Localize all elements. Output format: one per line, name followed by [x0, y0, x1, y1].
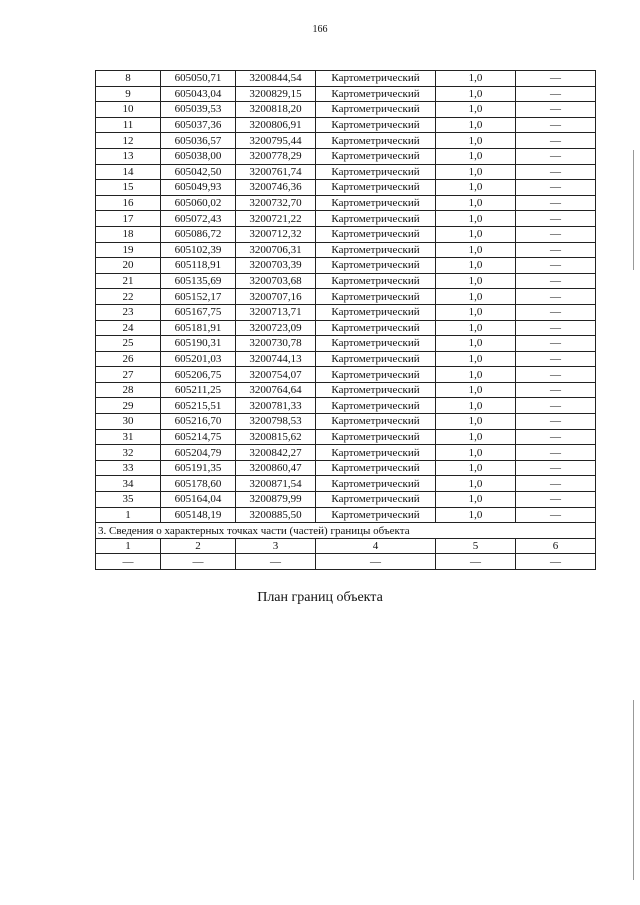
method-cell: Картометрический	[316, 164, 436, 180]
y-coordinate-cell: 3200879,99	[236, 492, 316, 508]
accuracy-cell: 1,0	[436, 460, 516, 476]
accuracy-cell: 1,0	[436, 273, 516, 289]
point-number-cell: 33	[96, 460, 161, 476]
accuracy-cell: 1,0	[436, 398, 516, 414]
y-coordinate-cell: 3200798,53	[236, 414, 316, 430]
method-cell: Картометрический	[316, 195, 436, 211]
point-number-cell: 21	[96, 273, 161, 289]
point-number-cell: 10	[96, 102, 161, 118]
x-coordinate-cell: 605215,51	[161, 398, 236, 414]
method-cell: Картометрический	[316, 336, 436, 352]
table-row	[96, 398, 596, 414]
section3-title: 3. Сведения о характерных точках части (частей) границы объекта	[96, 523, 596, 539]
table-row	[96, 258, 596, 274]
y-coordinate-cell: 3200764,64	[236, 382, 316, 398]
y-coordinate-cell: 3200815,62	[236, 429, 316, 445]
method-cell: Картометрический	[316, 226, 436, 242]
method-cell: Картометрический	[316, 242, 436, 258]
x-coordinate-cell: 605102,39	[161, 242, 236, 258]
y-coordinate-cell: 3200713,71	[236, 304, 316, 320]
accuracy-cell: 1,0	[436, 429, 516, 445]
table-row	[96, 382, 596, 398]
accuracy-cell: 1,0	[436, 164, 516, 180]
x-coordinate-cell: 605042,50	[161, 164, 236, 180]
table-row	[96, 476, 596, 492]
y-coordinate-cell: 3200703,68	[236, 273, 316, 289]
point-number-cell: 23	[96, 304, 161, 320]
accuracy-cell: 1,0	[436, 180, 516, 196]
accuracy-cell: 1,0	[436, 226, 516, 242]
point-number-cell: 34	[96, 476, 161, 492]
table-row	[96, 211, 596, 227]
accuracy-cell: 1,0	[436, 117, 516, 133]
y-coordinate-cell: 3200744,13	[236, 351, 316, 367]
y-coordinate-cell: 3200871,54	[236, 476, 316, 492]
y-coordinate-cell: 3200761,74	[236, 164, 316, 180]
x-coordinate-cell: 605201,03	[161, 351, 236, 367]
section3-col-2: 2	[161, 538, 236, 554]
point-number-cell: 16	[96, 195, 161, 211]
table-row	[96, 336, 596, 352]
description-cell: —	[516, 117, 596, 133]
table-row	[96, 164, 596, 180]
table-row	[96, 289, 596, 305]
method-cell: Картометрический	[316, 460, 436, 476]
table-row	[96, 429, 596, 445]
description-cell: —	[516, 398, 596, 414]
point-number-cell: 29	[96, 398, 161, 414]
table-row	[96, 71, 596, 87]
method-cell: Картометрический	[316, 320, 436, 336]
x-coordinate-cell: 605164,04	[161, 492, 236, 508]
y-coordinate-cell: 3200781,33	[236, 398, 316, 414]
x-coordinate-cell: 605148,19	[161, 507, 236, 523]
section3-empty-cell: —	[96, 554, 161, 570]
description-cell: —	[516, 195, 596, 211]
table-row	[96, 367, 596, 383]
y-coordinate-cell: 3200818,20	[236, 102, 316, 118]
y-coordinate-cell: 3200703,39	[236, 258, 316, 274]
description-cell: —	[516, 102, 596, 118]
y-coordinate-cell: 3200707,16	[236, 289, 316, 305]
accuracy-cell: 1,0	[436, 351, 516, 367]
plan-heading: План границ объекта	[257, 590, 383, 605]
method-cell: Картометрический	[316, 304, 436, 320]
description-cell: —	[516, 492, 596, 508]
point-number-cell: 20	[96, 258, 161, 274]
method-cell: Картометрический	[316, 289, 436, 305]
x-coordinate-cell: 605211,25	[161, 382, 236, 398]
y-coordinate-cell: 3200860,47	[236, 460, 316, 476]
method-cell: Картометрический	[316, 507, 436, 523]
y-coordinate-cell: 3200732,70	[236, 195, 316, 211]
method-cell: Картометрический	[316, 398, 436, 414]
section3-col-1: 1	[96, 538, 161, 554]
y-coordinate-cell: 3200706,31	[236, 242, 316, 258]
point-number-cell: 12	[96, 133, 161, 149]
point-number-cell: 14	[96, 164, 161, 180]
section3-col-3: 3	[236, 538, 316, 554]
description-cell: —	[516, 180, 596, 196]
x-coordinate-cell: 605043,04	[161, 86, 236, 102]
description-cell: —	[516, 226, 596, 242]
section3-col-4: 4	[316, 538, 436, 554]
method-cell: Картометрический	[316, 273, 436, 289]
section3-empty-cell: —	[516, 554, 596, 570]
point-number-cell: 18	[96, 226, 161, 242]
x-coordinate-cell: 605191,35	[161, 460, 236, 476]
accuracy-cell: 1,0	[436, 367, 516, 383]
table-row	[96, 226, 596, 242]
method-cell: Картометрический	[316, 258, 436, 274]
x-coordinate-cell: 605152,17	[161, 289, 236, 305]
boundary-points-table	[95, 70, 596, 570]
x-coordinate-cell: 605167,75	[161, 304, 236, 320]
table-row	[96, 195, 596, 211]
description-cell: —	[516, 320, 596, 336]
description-cell: —	[516, 351, 596, 367]
x-coordinate-cell: 605118,91	[161, 258, 236, 274]
y-coordinate-cell: 3200842,27	[236, 445, 316, 461]
x-coordinate-cell: 605060,02	[161, 195, 236, 211]
accuracy-cell: 1,0	[436, 102, 516, 118]
y-coordinate-cell: 3200829,15	[236, 86, 316, 102]
section3-empty-cell: —	[316, 554, 436, 570]
accuracy-cell: 1,0	[436, 242, 516, 258]
table-row	[96, 180, 596, 196]
x-coordinate-cell: 605049,93	[161, 180, 236, 196]
section3-empty-cell: —	[236, 554, 316, 570]
accuracy-cell: 1,0	[436, 133, 516, 149]
section3-col-6: 6	[516, 538, 596, 554]
table-row	[96, 492, 596, 508]
point-number-cell: 27	[96, 367, 161, 383]
method-cell: Картометрический	[316, 148, 436, 164]
section3-column-numbers-row	[96, 538, 596, 554]
description-cell: —	[516, 242, 596, 258]
method-cell: Картометрический	[316, 367, 436, 383]
y-coordinate-cell: 3200885,50	[236, 507, 316, 523]
description-cell: —	[516, 86, 596, 102]
accuracy-cell: 1,0	[436, 86, 516, 102]
method-cell: Картометрический	[316, 351, 436, 367]
table-row	[96, 460, 596, 476]
table-row	[96, 148, 596, 164]
accuracy-cell: 1,0	[436, 492, 516, 508]
accuracy-cell: 1,0	[436, 445, 516, 461]
method-cell: Картометрический	[316, 133, 436, 149]
description-cell: —	[516, 367, 596, 383]
x-coordinate-cell: 605072,43	[161, 211, 236, 227]
point-number-cell: 28	[96, 382, 161, 398]
method-cell: Картометрический	[316, 117, 436, 133]
description-cell: —	[516, 414, 596, 430]
table-row	[96, 102, 596, 118]
description-cell: —	[516, 304, 596, 320]
description-cell: —	[516, 507, 596, 523]
point-number-cell: 25	[96, 336, 161, 352]
y-coordinate-cell: 3200721,22	[236, 211, 316, 227]
point-number-cell: 31	[96, 429, 161, 445]
method-cell: Картометрический	[316, 86, 436, 102]
y-coordinate-cell: 3200795,44	[236, 133, 316, 149]
accuracy-cell: 1,0	[436, 195, 516, 211]
accuracy-cell: 1,0	[436, 382, 516, 398]
x-coordinate-cell: 605050,71	[161, 71, 236, 87]
method-cell: Картометрический	[316, 476, 436, 492]
section3-col-5: 5	[436, 538, 516, 554]
description-cell: —	[516, 133, 596, 149]
point-number-cell: 13	[96, 148, 161, 164]
y-coordinate-cell: 3200844,54	[236, 71, 316, 87]
scan-edge-mark	[633, 150, 634, 270]
description-cell: —	[516, 164, 596, 180]
method-cell: Картометрический	[316, 180, 436, 196]
y-coordinate-cell: 3200746,36	[236, 180, 316, 196]
table-row	[96, 304, 596, 320]
accuracy-cell: 1,0	[436, 71, 516, 87]
point-number-cell: 8	[96, 71, 161, 87]
accuracy-cell: 1,0	[436, 507, 516, 523]
x-coordinate-cell: 605181,91	[161, 320, 236, 336]
point-number-cell: 15	[96, 180, 161, 196]
y-coordinate-cell: 3200712,32	[236, 226, 316, 242]
table-row	[96, 507, 596, 523]
y-coordinate-cell: 3200778,29	[236, 148, 316, 164]
x-coordinate-cell: 605214,75	[161, 429, 236, 445]
method-cell: Картометрический	[316, 102, 436, 118]
y-coordinate-cell: 3200730,78	[236, 336, 316, 352]
description-cell: —	[516, 71, 596, 87]
x-coordinate-cell: 605190,31	[161, 336, 236, 352]
table-row	[96, 351, 596, 367]
table-row	[96, 445, 596, 461]
x-coordinate-cell: 605204,79	[161, 445, 236, 461]
point-number-cell: 35	[96, 492, 161, 508]
page-number: 166	[312, 24, 328, 35]
accuracy-cell: 1,0	[436, 304, 516, 320]
method-cell: Картометрический	[316, 429, 436, 445]
x-coordinate-cell: 605036,57	[161, 133, 236, 149]
accuracy-cell: 1,0	[436, 320, 516, 336]
y-coordinate-cell: 3200723,09	[236, 320, 316, 336]
accuracy-cell: 1,0	[436, 258, 516, 274]
description-cell: —	[516, 429, 596, 445]
point-number-cell: 30	[96, 414, 161, 430]
y-coordinate-cell: 3200806,91	[236, 117, 316, 133]
x-coordinate-cell: 605039,53	[161, 102, 236, 118]
method-cell: Картометрический	[316, 71, 436, 87]
accuracy-cell: 1,0	[436, 211, 516, 227]
accuracy-cell: 1,0	[436, 414, 516, 430]
point-number-cell: 17	[96, 211, 161, 227]
section3-empty-cell: —	[161, 554, 236, 570]
description-cell: —	[516, 211, 596, 227]
accuracy-cell: 1,0	[436, 289, 516, 305]
description-cell: —	[516, 476, 596, 492]
x-coordinate-cell: 605178,60	[161, 476, 236, 492]
accuracy-cell: 1,0	[436, 336, 516, 352]
point-number-cell: 11	[96, 117, 161, 133]
method-cell: Картометрический	[316, 211, 436, 227]
x-coordinate-cell: 605206,75	[161, 367, 236, 383]
point-number-cell: 26	[96, 351, 161, 367]
table-row	[96, 86, 596, 102]
point-number-cell: 22	[96, 289, 161, 305]
x-coordinate-cell: 605135,69	[161, 273, 236, 289]
accuracy-cell: 1,0	[436, 476, 516, 492]
point-number-cell: 1	[96, 507, 161, 523]
y-coordinate-cell: 3200754,07	[236, 367, 316, 383]
section3-empty-row	[96, 554, 596, 570]
table-row	[96, 320, 596, 336]
section3-empty-cell: —	[436, 554, 516, 570]
point-number-cell: 19	[96, 242, 161, 258]
description-cell: —	[516, 258, 596, 274]
method-cell: Картометрический	[316, 414, 436, 430]
description-cell: —	[516, 148, 596, 164]
description-cell: —	[516, 336, 596, 352]
method-cell: Картометрический	[316, 445, 436, 461]
table-row	[96, 273, 596, 289]
description-cell: —	[516, 460, 596, 476]
x-coordinate-cell: 605086,72	[161, 226, 236, 242]
table-row	[96, 117, 596, 133]
description-cell: —	[516, 289, 596, 305]
description-cell: —	[516, 445, 596, 461]
point-number-cell: 24	[96, 320, 161, 336]
description-cell: —	[516, 273, 596, 289]
section3-title-row	[96, 523, 596, 539]
point-number-cell: 32	[96, 445, 161, 461]
accuracy-cell: 1,0	[436, 148, 516, 164]
description-cell: —	[516, 382, 596, 398]
table-row	[96, 133, 596, 149]
x-coordinate-cell: 605216,70	[161, 414, 236, 430]
method-cell: Картометрический	[316, 382, 436, 398]
scan-edge-mark	[633, 700, 634, 880]
method-cell: Картометрический	[316, 492, 436, 508]
table-row	[96, 414, 596, 430]
x-coordinate-cell: 605037,36	[161, 117, 236, 133]
x-coordinate-cell: 605038,00	[161, 148, 236, 164]
point-rows	[96, 71, 596, 523]
point-number-cell: 9	[96, 86, 161, 102]
table-row	[96, 242, 596, 258]
